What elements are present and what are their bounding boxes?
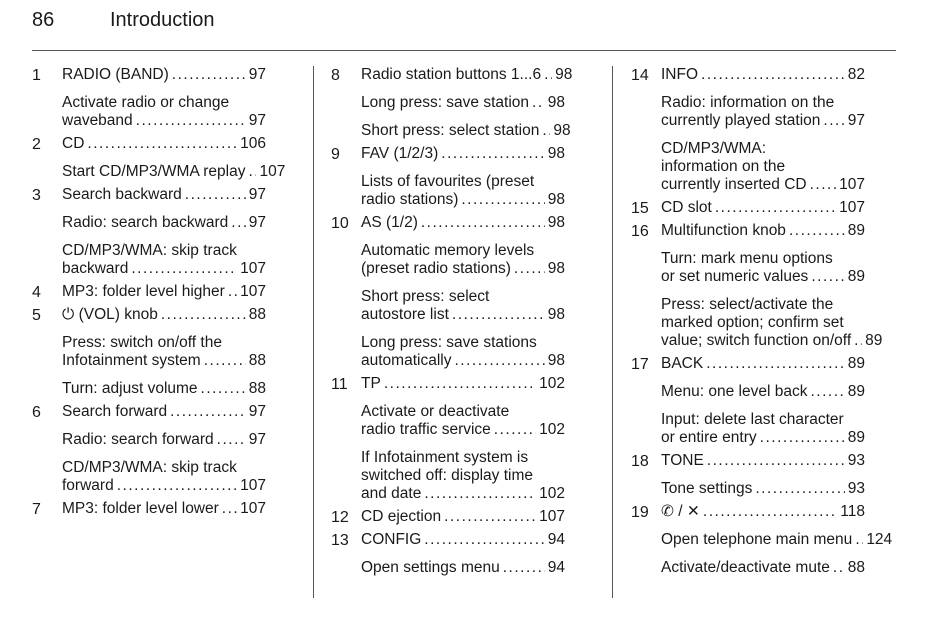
dot-leader: [514, 260, 545, 278]
entry-line: [62, 352, 266, 370]
page-reference[interactable]: 88: [847, 559, 865, 576]
entry-text: Short press: select station: [361, 122, 540, 139]
dot-leader: [544, 66, 552, 84]
dot-leader: [461, 191, 544, 209]
page-reference[interactable]: 94: [547, 531, 565, 548]
entry-line: [661, 140, 865, 158]
entry-line: [361, 214, 565, 232]
entry-line: [361, 191, 565, 209]
entry-text: CD/MP3/WMA: skip track: [62, 459, 237, 476]
entry-text: radio traffic service: [361, 421, 491, 438]
dot-leader: [161, 306, 246, 324]
entry-line: [361, 531, 565, 549]
index-column-2: [331, 66, 573, 577]
entry-line: [661, 559, 865, 577]
page-reference[interactable]: 98: [547, 191, 565, 208]
entry-line: [661, 176, 865, 194]
dot-leader: [204, 352, 246, 370]
entry-text: CD/MP3/WMA: skip track: [62, 242, 237, 259]
page-reference[interactable]: 98: [547, 352, 565, 369]
entry-line: [62, 66, 266, 84]
entry-text: radio stations): [361, 191, 459, 208]
entry-line: [62, 186, 266, 204]
page-reference[interactable]: 89: [847, 355, 865, 372]
index-subentry: [32, 431, 266, 449]
entry-text: or set numeric values: [661, 268, 809, 285]
entry-line: [62, 477, 266, 495]
dot-leader: [201, 380, 246, 398]
entry-number: 2: [32, 136, 41, 153]
dot-leader: [810, 383, 844, 401]
page-reference[interactable]: 93: [847, 480, 865, 497]
page-reference[interactable]: 98: [555, 66, 573, 83]
index-subentry: [32, 94, 266, 130]
entry-line: [62, 459, 266, 477]
entry-text: currently played station: [661, 112, 821, 129]
dot-leader: [701, 66, 845, 84]
entry-number: 8: [331, 67, 340, 84]
column-divider: [612, 66, 613, 598]
index-subentry: [32, 380, 266, 398]
dot-leader: [811, 268, 844, 286]
page-reference[interactable]: 107: [539, 508, 565, 525]
page-reference[interactable]: 97: [847, 112, 865, 129]
dot-leader: [185, 186, 246, 204]
page-reference[interactable]: 89: [865, 332, 883, 349]
entry-line: [361, 66, 573, 84]
entry-line: [661, 332, 883, 350]
index-subentry: [631, 94, 865, 130]
index-entry: [32, 306, 266, 324]
page-reference[interactable]: 89: [847, 429, 865, 446]
entry-text: CD: [62, 135, 85, 152]
dot-leader: [503, 559, 545, 577]
entry-text: forward: [62, 477, 114, 494]
entry-text: Activate or deactivate: [361, 403, 510, 420]
page-reference[interactable]: 98: [547, 145, 565, 162]
dot-leader: [810, 176, 837, 194]
page-reference[interactable]: 97: [248, 66, 266, 83]
page-reference[interactable]: 98: [547, 306, 565, 323]
index-entry: [331, 214, 565, 232]
entry-line: [62, 242, 266, 260]
entry-number: 3: [32, 187, 41, 204]
entry-number: 10: [331, 215, 349, 232]
entry-line: [361, 94, 565, 112]
page-reference[interactable]: 89: [847, 268, 865, 285]
entry-line: [62, 94, 266, 112]
dot-leader: [542, 122, 550, 140]
page-number: 86: [32, 9, 55, 31]
page-title: Introduction: [110, 9, 215, 31]
page-reference[interactable]: 124: [866, 531, 893, 548]
dot-leader: [760, 429, 845, 447]
dot-leader: [707, 452, 845, 470]
entry-number: 19: [631, 504, 649, 521]
entry-text: Activate/deactivate mute: [661, 559, 830, 576]
entry-line: [661, 383, 865, 401]
index-subentry: [331, 122, 571, 140]
dot-leader: [444, 508, 536, 526]
dot-leader: [789, 222, 845, 240]
entry-line: [361, 467, 565, 485]
page-reference[interactable]: 107: [240, 500, 266, 517]
entry-text: CD ejection: [361, 508, 442, 525]
dot-leader: [715, 199, 836, 217]
dot-leader: [170, 403, 246, 421]
entry-line: [661, 158, 865, 176]
entry-text: Infotainment system: [62, 352, 201, 369]
entry-line: [661, 199, 865, 217]
entry-number: 14: [631, 67, 649, 84]
entry-line: [361, 334, 565, 352]
entry-text: Radio: search forward: [62, 431, 214, 448]
entry-text: backward: [62, 260, 129, 277]
entry-text: switched off: display time: [361, 467, 534, 484]
entry-text: TP: [361, 375, 381, 392]
entry-text: autostore list: [361, 306, 449, 323]
entry-text: waveband: [62, 112, 133, 129]
entry-line: [661, 411, 865, 429]
entry-text: Long press: save stations: [361, 334, 537, 351]
entry-line: [361, 145, 565, 163]
index-subentry: [331, 173, 565, 209]
page-reference[interactable]: 102: [539, 421, 565, 438]
entry-text: AS (1/2): [361, 214, 418, 231]
entry-text: Search forward: [62, 403, 168, 420]
page-reference[interactable]: 98: [547, 260, 565, 277]
entry-text: MP3: folder level lower: [62, 500, 219, 517]
dot-leader: [217, 431, 246, 449]
entry-line: [661, 66, 865, 84]
index-subentry: [32, 242, 266, 278]
page-reference[interactable]: 107: [839, 199, 865, 216]
entry-line: [62, 112, 266, 130]
entry-line: [361, 449, 565, 467]
dot-leader: [855, 531, 863, 549]
dot-leader: [222, 500, 237, 518]
entry-line: [661, 503, 865, 521]
entry-text: RADIO (BAND): [62, 66, 169, 83]
page-reference[interactable]: 106: [240, 135, 266, 152]
entry-line: [62, 283, 266, 301]
dot-leader: [755, 480, 844, 498]
entry-number: 11: [331, 376, 348, 393]
entry-line: [62, 306, 266, 324]
entry-number: 16: [631, 223, 649, 240]
entry-line: [361, 403, 565, 421]
entry-text: Start CD/MP3/WMA replay: [62, 163, 246, 180]
page-reference[interactable]: 102: [539, 485, 565, 502]
entry-text: If Infotainment system is: [361, 449, 529, 466]
dot-leader: [421, 214, 545, 232]
index-subentry: [631, 140, 865, 194]
entry-line: [661, 296, 865, 314]
dot-leader: [532, 94, 545, 112]
entry-line: [361, 559, 565, 577]
index-entry: [331, 531, 565, 549]
entry-text: Open settings menu: [361, 559, 500, 576]
index-entry: [32, 66, 266, 84]
page-reference[interactable]: 107: [839, 176, 865, 193]
entry-line: [62, 163, 286, 181]
index-subentry: [331, 403, 565, 439]
entry-text: Tone settings: [661, 480, 753, 497]
entry-line: [661, 94, 865, 112]
entry-number: 9: [331, 146, 340, 163]
entry-line: [361, 260, 565, 278]
dot-leader: [703, 503, 837, 521]
index-subentry: [32, 459, 266, 495]
entry-line: [62, 260, 266, 278]
page-reference[interactable]: 97: [248, 214, 266, 231]
index-subentry: [631, 383, 865, 401]
dot-leader: [231, 214, 245, 232]
page-reference[interactable]: 97: [248, 112, 266, 129]
dot-leader: [248, 163, 256, 181]
entry-text: Menu: one level back: [661, 383, 808, 400]
index-column-1: [32, 66, 286, 518]
entry-line: [661, 355, 865, 373]
entry-text: and date: [361, 485, 422, 502]
entry-line: [661, 480, 865, 498]
index-subentry: [331, 94, 565, 112]
entry-text: Turn: mark menu options: [661, 250, 833, 267]
entry-line: [361, 242, 565, 260]
index-subentry: [631, 531, 893, 549]
page-reference[interactable]: 118: [840, 503, 865, 520]
page-reference[interactable]: 107: [240, 477, 266, 494]
entry-line: [661, 314, 865, 332]
page-reference[interactable]: 88: [248, 306, 266, 323]
index-subentry: [631, 480, 865, 498]
entry-line: [361, 288, 565, 306]
entry-line: [62, 380, 266, 398]
page-reference[interactable]: 98: [547, 94, 565, 111]
index-entry: [631, 66, 865, 84]
entry-number: 6: [32, 404, 41, 421]
index-entry: [631, 452, 865, 470]
page-reference[interactable]: 94: [547, 559, 565, 576]
entry-line: [361, 508, 565, 526]
dot-leader: [452, 306, 545, 324]
entry-number: 4: [32, 284, 41, 301]
entry-number: 5: [32, 307, 41, 324]
entry-text: BACK: [661, 355, 704, 372]
entry-line: [361, 421, 565, 439]
index-entry: [32, 403, 266, 421]
page-reference[interactable]: 89: [847, 222, 865, 239]
page-reference[interactable]: 97: [248, 403, 266, 420]
entry-line: [661, 112, 865, 130]
entry-line: [661, 429, 865, 447]
index-entry: [331, 145, 565, 163]
entry-line: [62, 135, 266, 153]
page-reference[interactable]: 97: [248, 186, 266, 203]
page-reference[interactable]: 107: [259, 163, 286, 180]
index-subentry: [32, 214, 266, 232]
entry-text: CONFIG: [361, 531, 422, 548]
index-entry: [331, 508, 565, 526]
entry-text: Input: delete last character: [661, 411, 844, 428]
dot-leader: [494, 421, 536, 439]
index-entry: [32, 135, 266, 153]
index-subentry: [331, 288, 565, 324]
entry-text: Press: switch on/off the: [62, 334, 222, 351]
entry-text: value; switch function on/off: [661, 332, 852, 349]
entry-number: 15: [631, 200, 649, 217]
page-reference[interactable]: 98: [547, 214, 565, 231]
entry-text: CD slot: [661, 199, 712, 216]
entry-line: [361, 306, 565, 324]
index-subentry: [331, 334, 565, 370]
dot-leader: [424, 531, 544, 549]
entry-text: Radio: search backward: [62, 214, 229, 231]
index-entry: [331, 66, 573, 84]
page-reference[interactable]: 89: [847, 383, 865, 400]
entry-line: [361, 485, 565, 503]
entry-text: currently inserted CD: [661, 176, 807, 193]
dot-leader: [854, 332, 862, 350]
dot-leader: [172, 66, 246, 84]
page-reference[interactable]: 107: [240, 283, 266, 300]
entry-text: MP3: folder level higher: [62, 283, 225, 300]
entry-line: [62, 214, 266, 232]
entry-text: FAV (1/2/3): [361, 145, 439, 162]
entry-line: [661, 531, 893, 549]
entry-text: or entire entry: [661, 429, 757, 446]
entry-line: [361, 352, 565, 370]
entry-number: 17: [631, 356, 649, 373]
index-subentry: [331, 242, 565, 278]
dot-leader: [706, 355, 845, 373]
entry-line: [62, 500, 266, 518]
entry-text: ⏻ (VOL) knob: [62, 306, 158, 323]
dot-leader: [87, 135, 237, 153]
dot-leader: [424, 485, 536, 503]
page-reference[interactable]: 88: [248, 352, 266, 369]
dot-leader: [384, 375, 536, 393]
entry-line: [361, 122, 571, 140]
index-entry: [631, 503, 865, 521]
page-reference[interactable]: 88: [248, 380, 266, 397]
entry-text: CD/MP3/WMA:: [661, 140, 767, 157]
entry-line: [661, 222, 865, 240]
page-reference[interactable]: 107: [240, 260, 266, 277]
dot-leader: [454, 352, 544, 370]
entry-text: Lists of favourites (preset: [361, 173, 535, 190]
entry-text: Short press: select: [361, 288, 490, 305]
index-subentry: [331, 449, 565, 503]
entry-text: TONE: [661, 452, 704, 469]
entry-line: [361, 173, 565, 191]
column-divider: [313, 66, 314, 598]
page-reference[interactable]: 93: [847, 452, 865, 469]
entry-line: [661, 250, 865, 268]
entry-text: INFO: [661, 66, 699, 83]
dot-leader: [441, 145, 545, 163]
page-reference[interactable]: 82: [847, 66, 865, 83]
index-column-3: [631, 66, 893, 577]
index-subentry: [631, 559, 865, 577]
index-subentry: [32, 334, 266, 370]
index-entry: [631, 222, 865, 240]
entry-number: 7: [32, 501, 41, 518]
entry-text: Open telephone main menu: [661, 531, 853, 548]
entry-text: Search backward: [62, 186, 182, 203]
entry-text: automatically: [361, 352, 452, 369]
entry-line: [661, 452, 865, 470]
entry-line: [661, 268, 865, 286]
entry-number: 12: [331, 509, 349, 526]
dot-leader: [136, 112, 246, 130]
entry-line: [62, 431, 266, 449]
index-entry: [32, 283, 266, 301]
entry-text: Activate radio or change: [62, 94, 230, 111]
entry-line: [361, 375, 565, 393]
entry-number: 1: [32, 67, 41, 84]
page-reference[interactable]: 98: [553, 122, 571, 139]
entry-text: Press: select/activate the: [661, 296, 834, 313]
entry-line: [62, 334, 266, 352]
index-entry: [331, 375, 565, 393]
entry-text: Radio: information on the: [661, 94, 835, 111]
index-entry: [32, 500, 266, 518]
entry-text: Turn: adjust volume: [62, 380, 198, 397]
entry-line: [62, 403, 266, 421]
index-subentry: [631, 250, 865, 286]
index-subentry: [631, 411, 865, 447]
entry-number: 13: [331, 532, 349, 549]
index-subentry: [331, 559, 565, 577]
index-entry: [631, 199, 865, 217]
entry-text: Multifunction knob: [661, 222, 786, 239]
dot-leader: [117, 477, 237, 495]
page-reference[interactable]: 97: [248, 431, 266, 448]
entry-text: (preset radio stations): [361, 260, 511, 277]
page-reference[interactable]: 102: [539, 375, 565, 392]
entry-text: Automatic memory levels: [361, 242, 535, 259]
index-entry: [631, 355, 865, 373]
index-subentry: [32, 163, 286, 181]
dot-leader: [833, 559, 845, 577]
entry-text: Long press: save station: [361, 94, 530, 111]
index-subentry: [631, 296, 883, 350]
dot-leader: [823, 112, 844, 130]
entry-text: marked option; confirm set: [661, 314, 844, 331]
entry-text: information on the: [661, 158, 786, 175]
dot-leader: [131, 260, 237, 278]
entry-number: 18: [631, 453, 649, 470]
dot-leader: [228, 283, 237, 301]
index-entry: [32, 186, 266, 204]
page-header: [32, 8, 896, 51]
entry-text: Radio station buttons 1...6: [361, 66, 542, 83]
entry-text: ✆ / ✕: [661, 503, 700, 520]
